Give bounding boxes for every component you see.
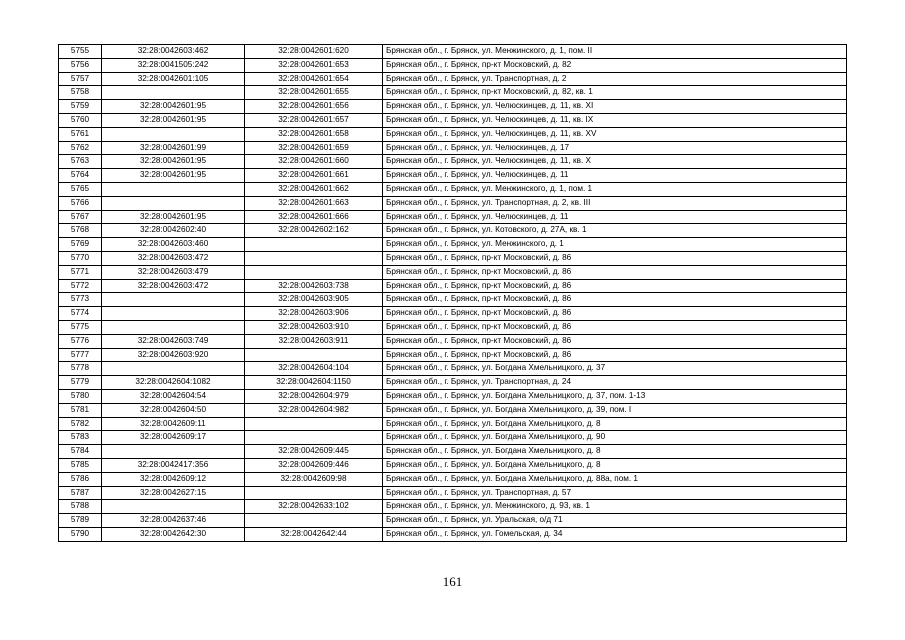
address-cell: Брянская обл., г. Брянск, пр-кт Московский, д. 82 [383, 58, 847, 72]
parcel-cadastral-cell: 32:28:0042603:479 [102, 265, 245, 279]
parcel-cadastral-cell [102, 196, 245, 210]
row-number-cell: 5780 [59, 389, 102, 403]
address-cell: Брянская обл., г. Брянск, ул. Богдана Хмельницкого, д. 88а, пом. 1 [383, 472, 847, 486]
address-cell: Брянская обл., г. Брянск, ул. Челюскинцев, д. 11 [383, 169, 847, 183]
building-cadastral-cell: 32:28:0042601:657 [245, 113, 383, 127]
address-cell: Брянская обл., г. Брянск, пр-кт Московский, д. 86 [383, 307, 847, 321]
table-row [59, 293, 847, 307]
address-cell: Брянская обл., г. Брянск, ул. Транспортная, д. 57 [383, 486, 847, 500]
table-row [59, 403, 847, 417]
row-number-cell: 5770 [59, 251, 102, 265]
parcel-cadastral-cell: 32:28:0042604:1082 [102, 376, 245, 390]
address-cell: Брянская обл., г. Брянск, ул. Менжинского, д. 1, пом. 1 [383, 182, 847, 196]
address-cell: Брянская обл., г. Брянск, пр-кт Московский, д. 86 [383, 320, 847, 334]
address-cell: Брянская обл., г. Брянск, ул. Менжинского, д. 1, пом. II [383, 45, 847, 59]
table-row [59, 86, 847, 100]
table-row [59, 169, 847, 183]
row-number-cell: 5761 [59, 127, 102, 141]
building-cadastral-cell [245, 486, 383, 500]
parcel-cadastral-cell: 32:28:0042609:12 [102, 472, 245, 486]
table-row [59, 486, 847, 500]
address-cell: Брянская обл., г. Брянск, ул. Транспортная, д. 24 [383, 376, 847, 390]
row-number-cell: 5779 [59, 376, 102, 390]
parcel-cadastral-cell [102, 362, 245, 376]
row-number-cell: 5784 [59, 445, 102, 459]
table-row [59, 127, 847, 141]
parcel-cadastral-cell [102, 500, 245, 514]
building-cadastral-cell: 32:28:0042601:620 [245, 45, 383, 59]
table-row [59, 320, 847, 334]
row-number-cell: 5766 [59, 196, 102, 210]
table-row [59, 458, 847, 472]
table-row [59, 472, 847, 486]
table-row [59, 334, 847, 348]
building-cadastral-cell: 32:28:0042601:662 [245, 182, 383, 196]
address-cell: Брянская обл., г. Брянск, ул. Транспортная, д. 2, кв. III [383, 196, 847, 210]
parcel-cadastral-cell: 32:28:0042601:95 [102, 113, 245, 127]
parcel-cadastral-cell [102, 86, 245, 100]
building-cadastral-cell: 32:28:0042601:655 [245, 86, 383, 100]
address-cell: Брянская обл., г. Брянск, ул. Богдана Хмельницкого, д. 37 [383, 362, 847, 376]
parcel-cadastral-cell [102, 127, 245, 141]
address-cell: Брянская обл., г. Брянск, пр-кт Московский, д. 86 [383, 293, 847, 307]
building-cadastral-cell: 32:28:0042601:666 [245, 210, 383, 224]
row-number-cell: 5758 [59, 86, 102, 100]
row-number-cell: 5783 [59, 431, 102, 445]
building-cadastral-cell [245, 251, 383, 265]
parcel-cadastral-cell: 32:28:0042603:460 [102, 238, 245, 252]
address-cell: Брянская обл., г. Брянск, ул. Котовского, д. 27А, кв. 1 [383, 224, 847, 238]
parcel-cadastral-cell: 32:28:0042637:46 [102, 514, 245, 528]
table-row [59, 100, 847, 114]
parcel-cadastral-cell [102, 293, 245, 307]
building-cadastral-cell [245, 238, 383, 252]
building-cadastral-cell: 32:28:0042603:910 [245, 320, 383, 334]
parcel-cadastral-cell: 32:28:0042601:95 [102, 210, 245, 224]
parcel-cadastral-cell: 32:28:0042609:11 [102, 417, 245, 431]
building-cadastral-cell [245, 265, 383, 279]
parcel-cadastral-cell: 32:28:0042609:17 [102, 431, 245, 445]
table-row [59, 445, 847, 459]
row-number-cell: 5774 [59, 307, 102, 321]
building-cadastral-cell [245, 348, 383, 362]
address-cell: Брянская обл., г. Брянск, пр-кт Московский, д. 86 [383, 279, 847, 293]
table-row [59, 527, 847, 541]
row-number-cell: 5756 [59, 58, 102, 72]
row-number-cell: 5778 [59, 362, 102, 376]
table-row [59, 279, 847, 293]
parcel-cadastral-cell: 32:28:0042627:15 [102, 486, 245, 500]
building-cadastral-cell [245, 514, 383, 528]
building-cadastral-cell: 32:28:0042601:660 [245, 155, 383, 169]
address-cell: Брянская обл., г. Брянск, ул. Челюскинцев, д. 11, кв. X [383, 155, 847, 169]
table-row [59, 376, 847, 390]
table-row [59, 224, 847, 238]
building-cadastral-cell: 32:28:0042609:98 [245, 472, 383, 486]
address-cell: Брянская обл., г. Брянск, ул. Богдана Хмельницкого, д. 8 [383, 445, 847, 459]
row-number-cell: 5776 [59, 334, 102, 348]
address-cell: Брянская обл., г. Брянск, ул. Челюскинцев, д. 11, кв. XI [383, 100, 847, 114]
address-cell: Брянская обл., г. Брянск, ул. Менжинского, д. 1 [383, 238, 847, 252]
parcel-cadastral-cell: 32:28:0042417:356 [102, 458, 245, 472]
address-cell: Брянская обл., г. Брянск, пр-кт Московский, д. 82, кв. 1 [383, 86, 847, 100]
building-cadastral-cell: 32:28:0042601:656 [245, 100, 383, 114]
row-number-cell: 5767 [59, 210, 102, 224]
row-number-cell: 5762 [59, 141, 102, 155]
row-number-cell: 5788 [59, 500, 102, 514]
row-number-cell: 5768 [59, 224, 102, 238]
building-cadastral-cell: 32:28:0042601:654 [245, 72, 383, 86]
row-number-cell: 5763 [59, 155, 102, 169]
table-row [59, 196, 847, 210]
parcel-cadastral-cell: 32:28:0042601:95 [102, 100, 245, 114]
building-cadastral-cell: 32:28:0042604:979 [245, 389, 383, 403]
row-number-cell: 5786 [59, 472, 102, 486]
address-cell: Брянская обл., г. Брянск, ул. Богдана Хмельницкого, д. 37, пом. 1-13 [383, 389, 847, 403]
building-cadastral-cell: 32:28:0042601:663 [245, 196, 383, 210]
address-cell: Брянская обл., г. Брянск, пр-кт Московский, д. 86 [383, 348, 847, 362]
row-number-cell: 5769 [59, 238, 102, 252]
table-row [59, 113, 847, 127]
row-number-cell: 5757 [59, 72, 102, 86]
table-row [59, 389, 847, 403]
row-number-cell: 5781 [59, 403, 102, 417]
address-cell: Брянская обл., г. Брянск, пр-кт Московский, д. 86 [383, 334, 847, 348]
address-cell: Брянская обл., г. Брянск, ул. Богдана Хмельницкого, д. 8 [383, 417, 847, 431]
row-number-cell: 5775 [59, 320, 102, 334]
building-cadastral-cell: 32:28:0042603:906 [245, 307, 383, 321]
row-number-cell: 5772 [59, 279, 102, 293]
parcel-cadastral-cell: 32:28:0042603:920 [102, 348, 245, 362]
building-cadastral-cell: 32:28:0042609:445 [245, 445, 383, 459]
parcel-cadastral-cell: 32:28:0042604:54 [102, 389, 245, 403]
table-row [59, 210, 847, 224]
parcel-cadastral-cell: 32:28:0041505:242 [102, 58, 245, 72]
row-number-cell: 5777 [59, 348, 102, 362]
row-number-cell: 5773 [59, 293, 102, 307]
building-cadastral-cell: 32:28:0042603:911 [245, 334, 383, 348]
building-cadastral-cell [245, 417, 383, 431]
parcel-cadastral-cell [102, 307, 245, 321]
row-number-cell: 5765 [59, 182, 102, 196]
row-number-cell: 5787 [59, 486, 102, 500]
parcel-cadastral-cell: 32:28:0042642:30 [102, 527, 245, 541]
row-number-cell: 5755 [59, 45, 102, 59]
building-cadastral-cell: 32:28:0042601:661 [245, 169, 383, 183]
table-row [59, 362, 847, 376]
building-cadastral-cell: 32:28:0042604:1150 [245, 376, 383, 390]
building-cadastral-cell: 32:28:0042601:658 [245, 127, 383, 141]
parcel-cadastral-cell [102, 445, 245, 459]
address-cell: Брянская обл., г. Брянск, ул. Транспортная, д. 2 [383, 72, 847, 86]
building-cadastral-cell: 32:28:0042604:982 [245, 403, 383, 417]
row-number-cell: 5789 [59, 514, 102, 528]
row-number-cell: 5760 [59, 113, 102, 127]
parcel-cadastral-cell: 32:28:0042601:95 [102, 169, 245, 183]
parcel-cadastral-cell: 32:28:0042601:99 [102, 141, 245, 155]
table-row [59, 72, 847, 86]
row-number-cell: 5764 [59, 169, 102, 183]
address-cell: Брянская обл., г. Брянск, ул. Челюскинцев, д. 11 [383, 210, 847, 224]
table-row [59, 348, 847, 362]
table-row [59, 45, 847, 59]
address-cell: Брянская обл., г. Брянск, ул. Богдана Хмельницкого, д. 39, пом. I [383, 403, 847, 417]
address-cell: Брянская обл., г. Брянск, пр-кт Московский, д. 86 [383, 265, 847, 279]
building-cadastral-cell: 32:28:0042633:102 [245, 500, 383, 514]
address-cell: Брянская обл., г. Брянск, ул. Уральская, о/д 71 [383, 514, 847, 528]
row-number-cell: 5790 [59, 527, 102, 541]
parcel-cadastral-cell: 32:28:0042602:40 [102, 224, 245, 238]
address-cell: Брянская обл., г. Брянск, пр-кт Московский, д. 86 [383, 251, 847, 265]
table-row [59, 155, 847, 169]
registry-table [58, 44, 847, 542]
building-cadastral-cell: 32:28:0042604:104 [245, 362, 383, 376]
address-cell: Брянская обл., г. Брянск, ул. Богдана Хмельницкого, д. 90 [383, 431, 847, 445]
page-number: 161 [442, 574, 463, 589]
row-number-cell: 5759 [59, 100, 102, 114]
table-row [59, 431, 847, 445]
table-row [59, 141, 847, 155]
parcel-cadastral-cell: 32:28:0042603:472 [102, 251, 245, 265]
table-row [59, 238, 847, 252]
address-cell: Брянская обл., г. Брянск, ул. Челюскинцев, д. 17 [383, 141, 847, 155]
table-row [59, 182, 847, 196]
building-cadastral-cell: 32:28:0042609:446 [245, 458, 383, 472]
building-cadastral-cell: 32:28:0042603:905 [245, 293, 383, 307]
parcel-cadastral-cell: 32:28:0042603:749 [102, 334, 245, 348]
address-cell: Брянская обл., г. Брянск, ул. Богдана Хмельницкого, д. 8 [383, 458, 847, 472]
registry-table-body [59, 45, 847, 542]
building-cadastral-cell: 32:28:0042603:738 [245, 279, 383, 293]
table-row [59, 58, 847, 72]
table-row [59, 500, 847, 514]
building-cadastral-cell: 32:28:0042602:162 [245, 224, 383, 238]
parcel-cadastral-cell: 32:28:0042603:472 [102, 279, 245, 293]
table-row [59, 265, 847, 279]
address-cell: Брянская обл., г. Брянск, ул. Гомельская, д. 34 [383, 527, 847, 541]
parcel-cadastral-cell: 32:28:0042601:105 [102, 72, 245, 86]
building-cadastral-cell: 32:28:0042642:44 [245, 527, 383, 541]
address-cell: Брянская обл., г. Брянск, ул. Челюскинцев, д. 11, кв. XV [383, 127, 847, 141]
table-row [59, 417, 847, 431]
row-number-cell: 5785 [59, 458, 102, 472]
address-cell: Брянская обл., г. Брянск, ул. Челюскинцев, д. 11, кв. IX [383, 113, 847, 127]
parcel-cadastral-cell [102, 182, 245, 196]
row-number-cell: 5782 [59, 417, 102, 431]
building-cadastral-cell [245, 431, 383, 445]
table-row [59, 514, 847, 528]
row-number-cell: 5771 [59, 265, 102, 279]
parcel-cadastral-cell: 32:28:0042601:95 [102, 155, 245, 169]
table-row [59, 251, 847, 265]
parcel-cadastral-cell: 32:28:0042604:50 [102, 403, 245, 417]
table-row [59, 307, 847, 321]
parcel-cadastral-cell: 32:28:0042603:462 [102, 45, 245, 59]
building-cadastral-cell: 32:28:0042601:659 [245, 141, 383, 155]
address-cell: Брянская обл., г. Брянск, ул. Менжинского, д. 93, кв. 1 [383, 500, 847, 514]
parcel-cadastral-cell [102, 320, 245, 334]
building-cadastral-cell: 32:28:0042601:653 [245, 58, 383, 72]
